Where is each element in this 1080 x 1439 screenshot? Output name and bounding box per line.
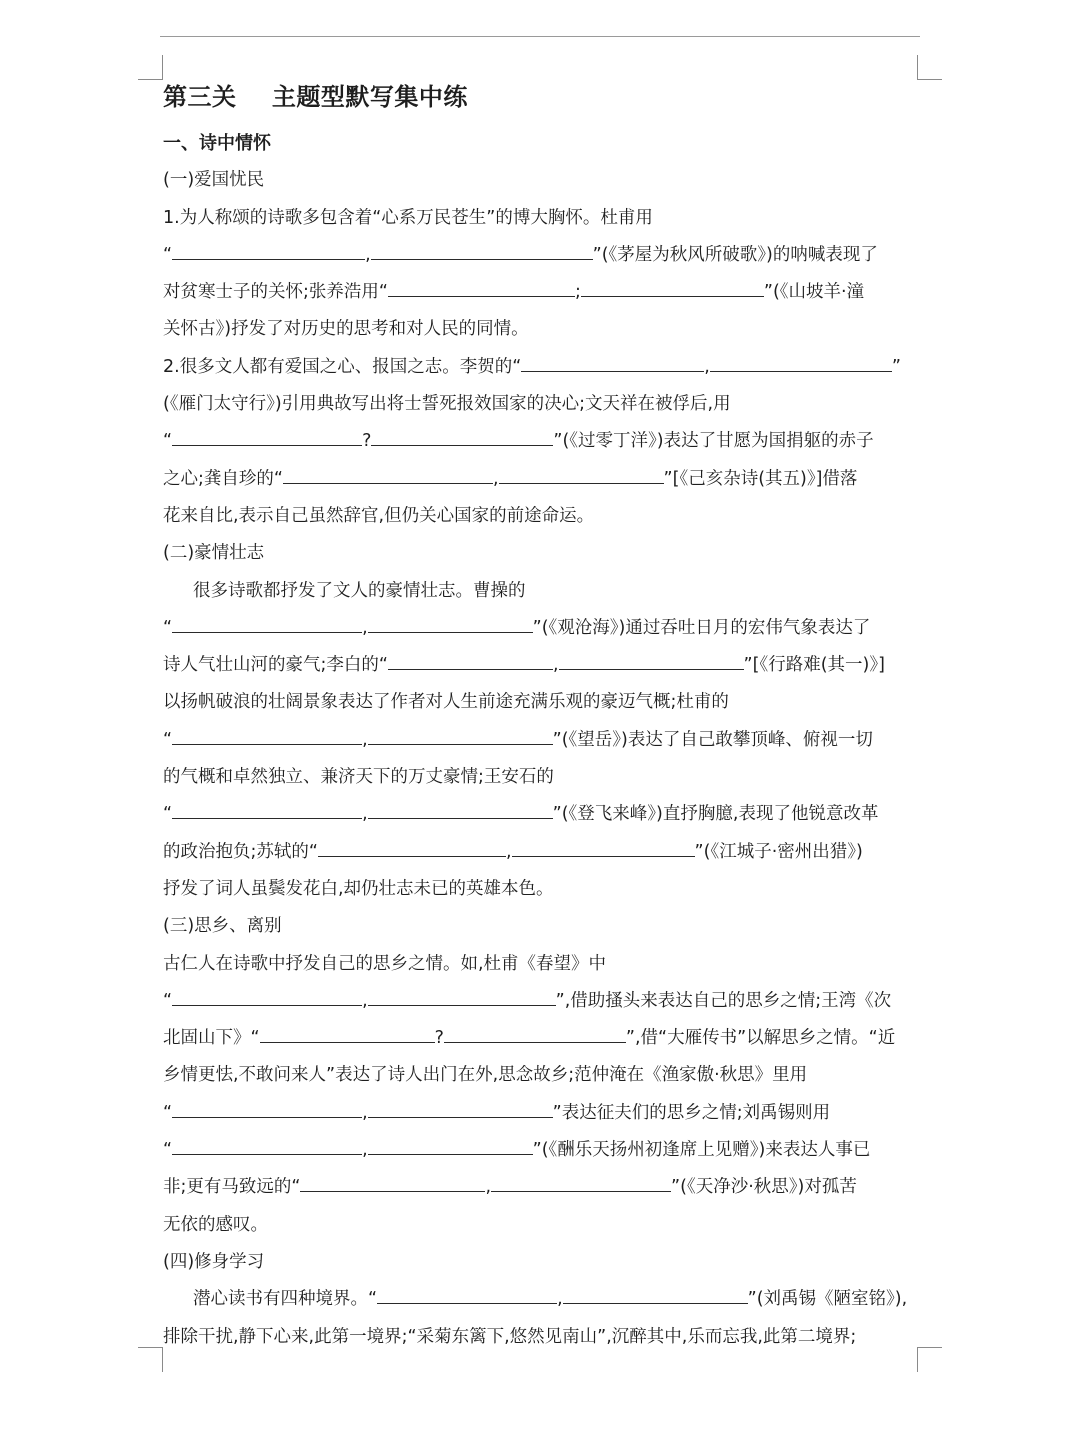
fill-blank[interactable] [300, 1174, 485, 1192]
text-line: “ , ”,借助搔头来表达自己的思乡之情;王湾《次 [163, 983, 923, 1020]
text-line: 对贫寒士子的关怀;张养浩用“ ; ”(《山坡羊·潼 [163, 274, 923, 311]
subsection-heading: (四)修身学习 [163, 1251, 265, 1272]
text-line: 排除干扰,静下心来,此第一境界;“采菊东篱下,悠然见南山”,沉醉其中,乐而忘我,此第二境界; [163, 1326, 857, 1347]
fill-blank[interactable] [499, 466, 664, 484]
fill-blank[interactable] [283, 466, 493, 484]
fill-blank[interactable] [368, 615, 533, 633]
fill-blank[interactable] [388, 652, 553, 670]
fill-blank[interactable] [368, 988, 556, 1006]
text-line: “ , ”表达征夫们的思乡之情;刘禹锡则用 [163, 1095, 923, 1132]
fill-blank[interactable] [521, 354, 704, 372]
fill-blank[interactable] [172, 727, 362, 745]
subsection-heading: (一)爱国忧民 [163, 170, 265, 191]
text-line: 2.很多文人都有爱国之心、报国之志。李贺的“ , ” [163, 349, 923, 386]
worksheet-content [163, 76, 923, 1356]
fill-blank[interactable] [559, 652, 744, 670]
text-line: 的政治抱负;苏轼的“ , ”(《江城子·密州出猎》) [163, 834, 923, 871]
subsection-heading: (二)豪情壮志 [163, 543, 265, 564]
fill-blank[interactable] [172, 988, 362, 1006]
text-line: 1.为人称颂的诗歌多包含着“心系万民苍生”的博大胸怀。杜甫用 [163, 207, 653, 228]
text-line: 的气概和卓然独立、兼济天下的万丈豪情;王安石的 [163, 767, 554, 788]
fill-blank[interactable] [368, 801, 553, 819]
text-line: 潜心读书有四种境界。“ , ”(刘禹锡《陋室铭》), [163, 1281, 923, 1318]
text-line: 花来自比,表示自己虽然辞官,但仍关心国家的前途命运。 [163, 505, 595, 526]
fill-blank[interactable] [172, 428, 362, 446]
text-line: 很多诗歌都抒发了文人的豪情壮志。曹操的 [193, 580, 526, 601]
page-title: 第三关 主题型默写集中练 [163, 83, 468, 111]
fill-blank[interactable] [172, 1100, 362, 1118]
fill-blank[interactable] [491, 1174, 671, 1192]
text-line: “ , ”(《望岳》)表达了自己敢攀顶峰、俯视一切 [163, 722, 923, 759]
text-line: 关怀古》)抒发了对历史的思考和对人民的同情。 [163, 319, 529, 340]
fill-blank[interactable] [172, 615, 362, 633]
subsection-heading: (三)思乡、离别 [163, 916, 282, 937]
text-line: “ , ”(《观沧海》)通过吞吐日月的宏伟气象表达了 [163, 610, 923, 647]
fill-blank[interactable] [377, 1286, 557, 1304]
fill-blank[interactable] [388, 279, 575, 297]
text-line: 乡情更怯,不敢问来人”表达了诗人出门在外,思念故乡;范仲淹在《渔家傲·秋思》里用 [163, 1065, 808, 1086]
text-line: 诗人气壮山河的豪气;李白的“ , ”[《行路难(其一)》] [163, 647, 923, 684]
fill-blank[interactable] [318, 839, 506, 857]
fill-blank[interactable] [512, 839, 695, 857]
text-line: 古仁人在诗歌中抒发自己的思乡之情。如,杜甫《春望》中 [163, 953, 607, 974]
section-heading: 一、诗中情怀 [163, 133, 271, 154]
fill-blank[interactable] [444, 1025, 626, 1043]
text-line: 非;更有马致远的“ , ”(《天净沙·秋思》)对孤苦 [163, 1169, 923, 1206]
fill-blank[interactable] [371, 428, 553, 446]
fill-blank[interactable] [581, 279, 764, 297]
text-line: “ , ”(《登飞来峰》)直抒胸臆,表现了他锐意改革 [163, 796, 923, 833]
crop-mark-top-left [138, 55, 163, 80]
fill-blank[interactable] [371, 242, 593, 260]
text-line: (《雁门太守行》)引用典故写出将士誓死报效国家的决心;文天祥在被俘后,用 [163, 394, 731, 415]
text-line: 抒发了词人虽鬓发花白,却仍壮志未已的英雄本色。 [163, 878, 554, 899]
fill-blank[interactable] [710, 354, 892, 372]
text-line: 以扬帆破浪的壮阔景象表达了作者对人生前途充满乐观的豪迈气概;杜甫的 [163, 692, 729, 713]
fill-blank[interactable] [368, 1100, 553, 1118]
page-top-border [160, 36, 920, 37]
fill-blank[interactable] [172, 242, 365, 260]
fill-blank[interactable] [172, 801, 362, 819]
text-line: “ , ”(《茅屋为秋风所破歌》)的呐喊表现了 [163, 237, 923, 274]
text-line: 北固山下》“ ? ”,借“大雁传书”以解思乡之情。“近 [163, 1020, 923, 1057]
text-line: “ , ”(《酬乐天扬州初逢席上见赠》)来表达人事已 [163, 1132, 923, 1169]
text-line: 之心;龚自珍的“ , ”[《己亥杂诗(其五)》]借落 [163, 461, 923, 498]
text-line: 无依的感叹。 [163, 1214, 268, 1235]
fill-blank[interactable] [260, 1025, 435, 1043]
fill-blank[interactable] [368, 727, 553, 745]
fill-blank[interactable] [563, 1286, 748, 1304]
crop-mark-bottom-left [138, 1347, 163, 1372]
text-line: “ ? ”(《过零丁洋》)表达了甘愿为国捐躯的赤子 [163, 423, 923, 460]
fill-blank[interactable] [368, 1137, 533, 1155]
fill-blank[interactable] [172, 1137, 362, 1155]
